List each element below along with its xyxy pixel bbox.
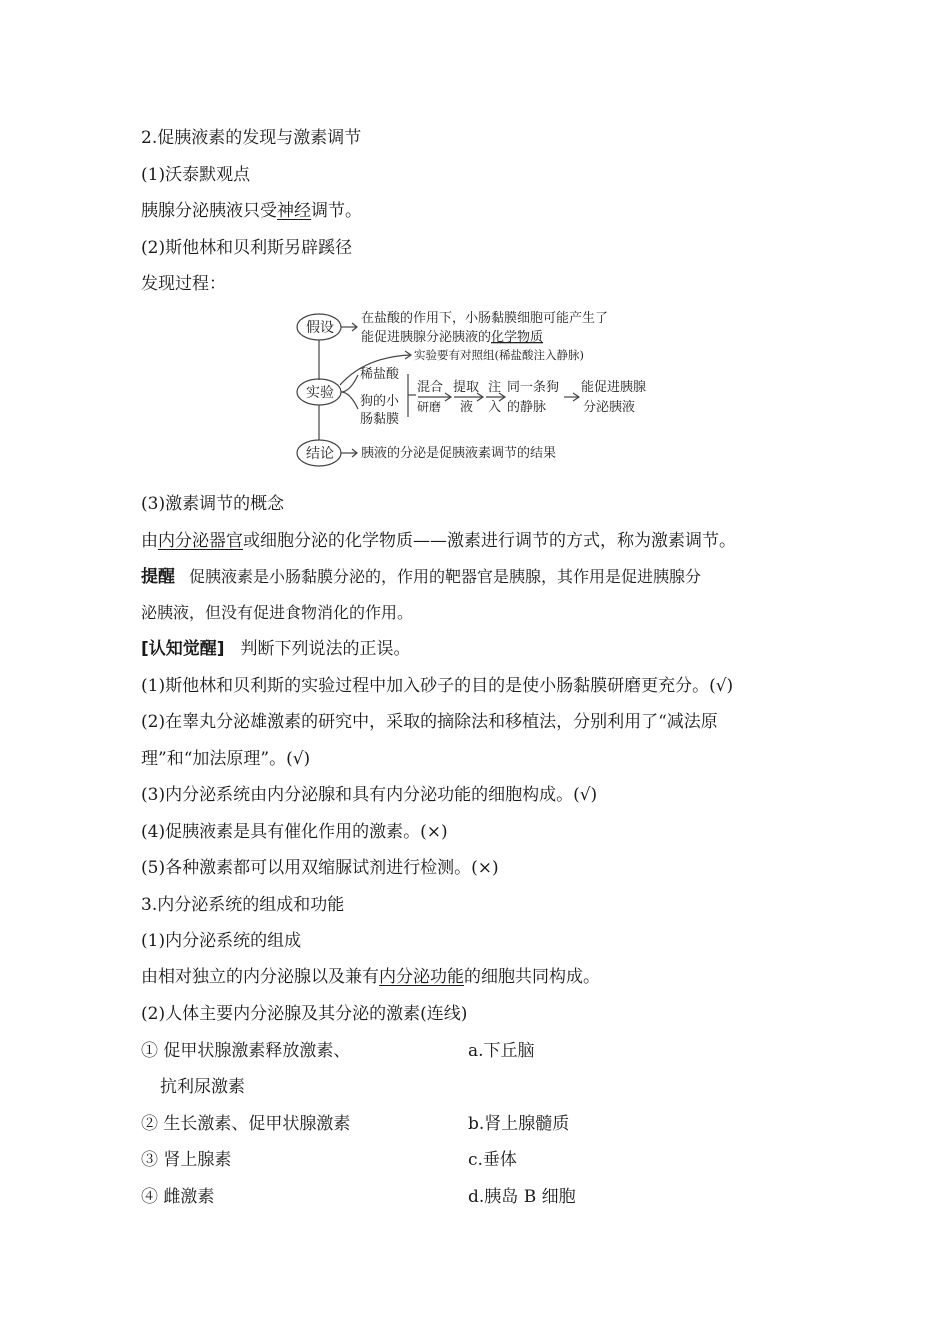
judge-item: (4)促胰液素是具有催化作用的激素。(×) bbox=[141, 822, 448, 842]
gland-right-item: c.垂体 bbox=[468, 1150, 517, 1170]
discovery-diagram bbox=[290, 305, 670, 470]
composition-title: (1)内分泌系统的组成 bbox=[141, 931, 302, 951]
judge-item: (3)内分泌系统由内分泌腺和具有内分泌功能的细胞构成。(√) bbox=[141, 785, 598, 805]
wolterm-view-title: (1)沃泰默观点 bbox=[141, 165, 251, 185]
gland-right-item: b.肾上腺髓质 bbox=[468, 1114, 570, 1134]
input-hydrochloric-acid: 稀盐酸 bbox=[360, 367, 400, 382]
gland-right-item: d.胰岛 B 细胞 bbox=[468, 1187, 576, 1207]
judge-label: [认知觉醒] bbox=[141, 639, 225, 659]
step-extract-b: 液 bbox=[460, 400, 474, 415]
conclusion-label: 结论 bbox=[306, 446, 334, 462]
step-inject-b: 入 bbox=[488, 400, 502, 415]
result-a: 能促进胰腺 bbox=[581, 380, 647, 395]
wolterm-view-text: 胰腺分泌胰液只受神经调节。 bbox=[141, 201, 362, 221]
input-intestinal-mucosa-a: 狗的小 bbox=[360, 394, 400, 409]
gland-left-item: ② 生长激素、促甲状腺激素 bbox=[141, 1114, 351, 1134]
gland-left-item: ④ 雌激素 bbox=[141, 1187, 215, 1207]
experiment-label: 实验 bbox=[306, 385, 334, 401]
hypothesis-line1: 在盐酸的作用下，小肠黏膜细胞可能产生了 bbox=[361, 311, 609, 326]
judge-intro: [认知觉醒] 判断下列说法的正误。 bbox=[141, 639, 411, 659]
control-group-note: 实验要有对照组(稀盐酸注入静脉) bbox=[414, 348, 584, 362]
step-inject-a: 注 bbox=[488, 380, 502, 395]
tip-label: 提醒 bbox=[141, 567, 175, 587]
hormone-concept-text: 由内分泌器官或细胞分泌的化学物质——激素进行调节的方式，称为激素调节。 bbox=[141, 531, 736, 551]
step-mix-b: 研磨 bbox=[417, 400, 442, 414]
hypothesis-label: 假设 bbox=[306, 320, 334, 336]
composition-text: 由相对独立的内分泌腺以及兼有内分泌功能的细胞共同构成。 bbox=[141, 967, 600, 987]
glands-title: (2)人体主要内分泌腺及其分泌的激素(连线) bbox=[141, 1004, 468, 1024]
hormone-concept-title: (3)激素调节的概念 bbox=[141, 494, 285, 514]
gland-left-item: ③ 肾上腺素 bbox=[141, 1150, 232, 1170]
tip-line2: 泌胰液，但没有促进食物消化的作用。 bbox=[141, 603, 414, 622]
gland-right-item: a.下丘脑 bbox=[468, 1041, 535, 1061]
answer-endocrine-function: 内分泌功能 bbox=[379, 967, 464, 987]
input-intestinal-mucosa-b: 肠黏膜 bbox=[360, 412, 400, 427]
section3-heading: 3.内分泌系统的组成和功能 bbox=[141, 895, 345, 915]
step-extract-a: 提取 bbox=[453, 380, 480, 395]
step-vein-a: 同一条狗 bbox=[507, 380, 560, 395]
step-mix-a: 混合 bbox=[417, 380, 444, 395]
result-b: 分泌胰液 bbox=[583, 400, 636, 415]
gland-left-item: 抗利尿激素 bbox=[160, 1077, 245, 1097]
answer-nerve: 神经 bbox=[277, 201, 311, 221]
judge-item: (2)在睾丸分泌雄激素的研究中，采取的摘除法和移植法，分别利用了“减法原 bbox=[141, 712, 718, 732]
gland-left-item: ① 促甲状腺激素释放激素、 bbox=[141, 1041, 351, 1061]
section2-heading: 2.促胰液素的发现与激素调节 bbox=[141, 128, 362, 148]
tip-line1: 提醒 促胰液素是小肠黏膜分泌的，作用的靶器官是胰腺，其作用是促进胰腺分 bbox=[141, 567, 702, 587]
hypothesis-line2: 能促进胰腺分泌胰液的化学物质 bbox=[361, 330, 544, 345]
starling-bayliss-title: (2)斯他林和贝利斯另辟蹊径 bbox=[141, 238, 353, 258]
conclusion-text: 胰液的分泌是促胰液素调节的结果 bbox=[361, 446, 557, 461]
judge-item: (5)各种激素都可以用双缩脲试剂进行检测。(×) bbox=[141, 858, 499, 878]
judge-item: 理”和“加法原理”。(√) bbox=[141, 749, 311, 769]
answer-endocrine-organ: 内分泌器官 bbox=[158, 531, 243, 551]
discovery-process-label: 发现过程： bbox=[141, 274, 226, 294]
judge-item: (1)斯他林和贝利斯的实验过程中加入砂子的目的是使小肠黏膜研磨更充分。(√) bbox=[141, 676, 734, 696]
step-vein-b: 的静脉 bbox=[507, 400, 547, 415]
